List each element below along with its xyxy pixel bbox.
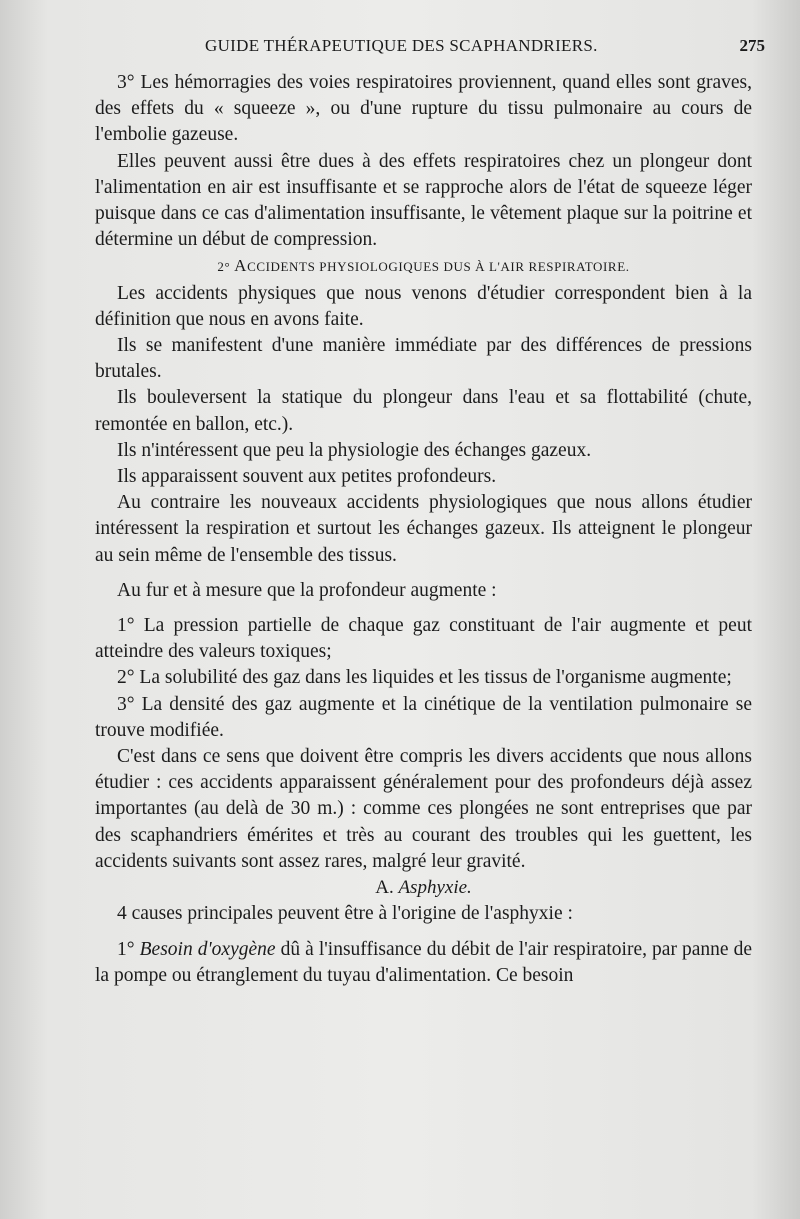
page-number: 275 bbox=[739, 36, 765, 55]
section-number: 2° bbox=[217, 259, 231, 275]
paragraph: 4 causes principales peuvent être à l'origine de l'asphyxie : bbox=[117, 903, 573, 925]
section-title-text: CCIDENTS PHYSIOLOGIQUES DUS À L'AIR RESPIRATOIRE. bbox=[247, 259, 630, 275]
list-text: dû à l'insuffisance du débit de l'air respiratoire, par panne de la pompe ou étranglement du tuyau d'alimentation. Ce besoin bbox=[95, 938, 753, 986]
list-item bbox=[95, 937, 752, 989]
list-item: 2° La solubilité des gaz dans les liquides et les tissus de l'organisme augmente; bbox=[117, 667, 732, 689]
spacer bbox=[95, 569, 752, 578]
section-title bbox=[95, 253, 752, 280]
list-item: 3° La densité des gaz augmente et la cinétique de la ventilation pulmonaire se trouve modifiée. bbox=[95, 693, 752, 741]
paragraph: Au fur et à mesure que la profondeur augmente : bbox=[117, 579, 497, 601]
subsection-title: Asphyxie. bbox=[398, 877, 472, 899]
paragraph: Ils bouleversent la statique du plongeur dans l'eau et sa flottabilité (chute, remontée en ballon, etc.). bbox=[95, 387, 752, 435]
spacer bbox=[95, 928, 752, 937]
running-head: GUIDE THÉRAPEUTIQUE DES SCAPHANDRIERS. bbox=[205, 36, 598, 55]
subsection-heading bbox=[95, 875, 752, 901]
section-title-initial: A bbox=[234, 256, 248, 276]
paragraph: Elles peuvent aussi être dues à des effets respiratoires chez un plongeur dont l'alimentation en air est insuffisante et se rapproche alors de l'état de squeeze léger puisque dans ce cas d'alimentation insuffisante, le vêtement plaque sur la poitrine et détermine un début de compression. bbox=[95, 150, 752, 251]
body-text bbox=[95, 70, 752, 989]
paragraph: Ils apparaissent souvent aux petites profondeurs. bbox=[117, 466, 497, 488]
spacer bbox=[95, 604, 752, 613]
paragraph: C'est dans ce sens que doivent être compris les divers accidents que nous allons étudier : ces accidents apparaissent généralement pour des profondeurs déjà assez importantes (au delà de 30 m.) : comme ces plongées ne sont entreprises que par des scaphandriers émérites et très au courant des troubles qui les guettent, les accidents suivants sont assez rares, malgré leur gravité. bbox=[95, 746, 752, 872]
page-header bbox=[95, 36, 765, 64]
list-term: Besoin d'oxygène bbox=[139, 938, 276, 960]
list-number: 1° bbox=[117, 938, 135, 960]
paragraph: 3° Les hémorragies des voies respiratoires proviennent, quand elles sont graves, des effets du « squeeze », ou d'une rupture du tissu pulmonaire au cours de l'embolie gazeuse. bbox=[95, 72, 752, 146]
list-item: 1° La pression partielle de chaque gaz constituant de l'air augmente et peut atteindre des valeurs toxiques; bbox=[95, 615, 752, 663]
paragraph: Ils se manifestent d'une manière immédiate par des différences de pressions brutales. bbox=[95, 335, 752, 383]
paragraph: Au contraire les nouveaux accidents physiologiques que nous allons étudier intéressent la respiration et surtout les échanges gazeux. Ils atteignent le plongeur au sein même de l'ensemble des tissus. bbox=[95, 492, 752, 566]
subsection-letter: A. bbox=[375, 877, 394, 899]
paragraph: Ils n'intéressent que peu la physiologie des échanges gazeux. bbox=[117, 439, 592, 461]
paragraph: Les accidents physiques que nous venons d'étudier correspondent bien à la définition que nous en avons faite. bbox=[95, 282, 752, 330]
